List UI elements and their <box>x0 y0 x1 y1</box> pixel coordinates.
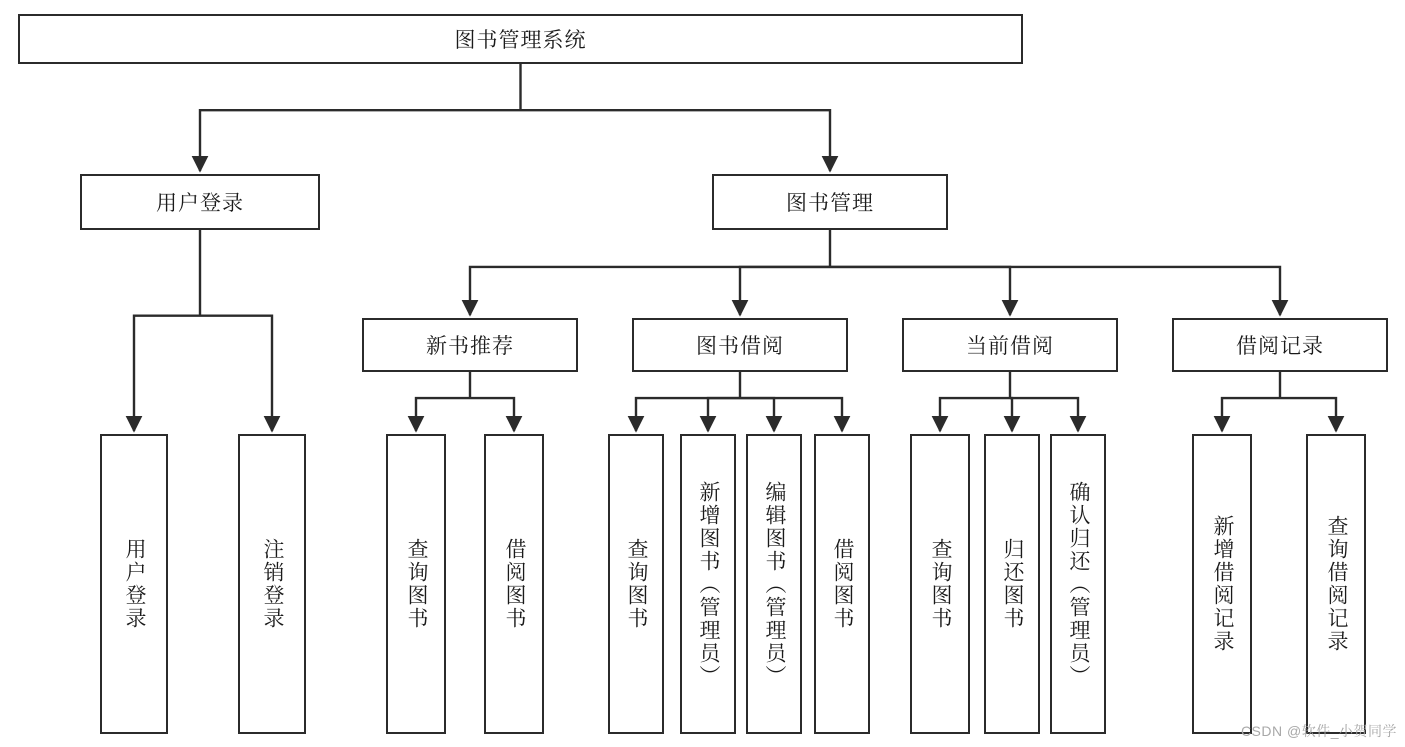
node-label: 查询借阅记录 <box>1325 515 1349 653</box>
node-label: 图书借阅 <box>696 335 784 358</box>
node-login <box>80 174 320 230</box>
node-label: 图书管理 <box>786 192 874 215</box>
node-logout <box>238 434 306 734</box>
node-add <box>680 434 736 734</box>
node-userlogin <box>100 434 168 734</box>
node-current <box>902 318 1118 372</box>
node-label: 编辑图书（管理员） <box>763 480 787 688</box>
node-label: 借阅记录 <box>1236 335 1324 358</box>
watermark: CSDN @软件_小贺同学 <box>1240 723 1397 739</box>
node-borrow <box>632 318 848 372</box>
node-label: 查询图书 <box>929 538 953 630</box>
node-label: 新增图书（管理员） <box>697 480 721 688</box>
node-b1 <box>484 434 544 734</box>
node-qrec <box>1306 434 1366 734</box>
node-q2 <box>608 434 664 734</box>
node-label: 查询图书 <box>625 538 649 630</box>
node-label: 归还图书 <box>1001 538 1025 630</box>
node-label: 用户登录 <box>123 538 147 630</box>
node-root <box>18 14 1023 64</box>
node-label: 借阅图书 <box>831 538 855 630</box>
node-label: 查询图书 <box>405 538 429 630</box>
node-label: 图书管理系统 <box>454 29 587 52</box>
node-label: 新增借阅记录 <box>1211 515 1235 653</box>
node-q1 <box>386 434 446 734</box>
node-q3 <box>910 434 970 734</box>
node-record <box>1172 318 1388 372</box>
node-label: 借阅图书 <box>503 538 527 630</box>
node-bookmgmt <box>712 174 948 230</box>
node-b2 <box>814 434 870 734</box>
node-newbook <box>362 318 578 372</box>
node-label: 当前借阅 <box>966 335 1054 358</box>
node-ret <box>984 434 1040 734</box>
node-label: 新书推荐 <box>426 335 514 358</box>
node-confirm <box>1050 434 1106 734</box>
node-label: 注销登录 <box>261 538 285 630</box>
node-edit <box>746 434 802 734</box>
node-addrec <box>1192 434 1252 734</box>
node-label: 确认归还（管理员） <box>1067 480 1091 688</box>
node-label: 用户登录 <box>156 192 244 215</box>
